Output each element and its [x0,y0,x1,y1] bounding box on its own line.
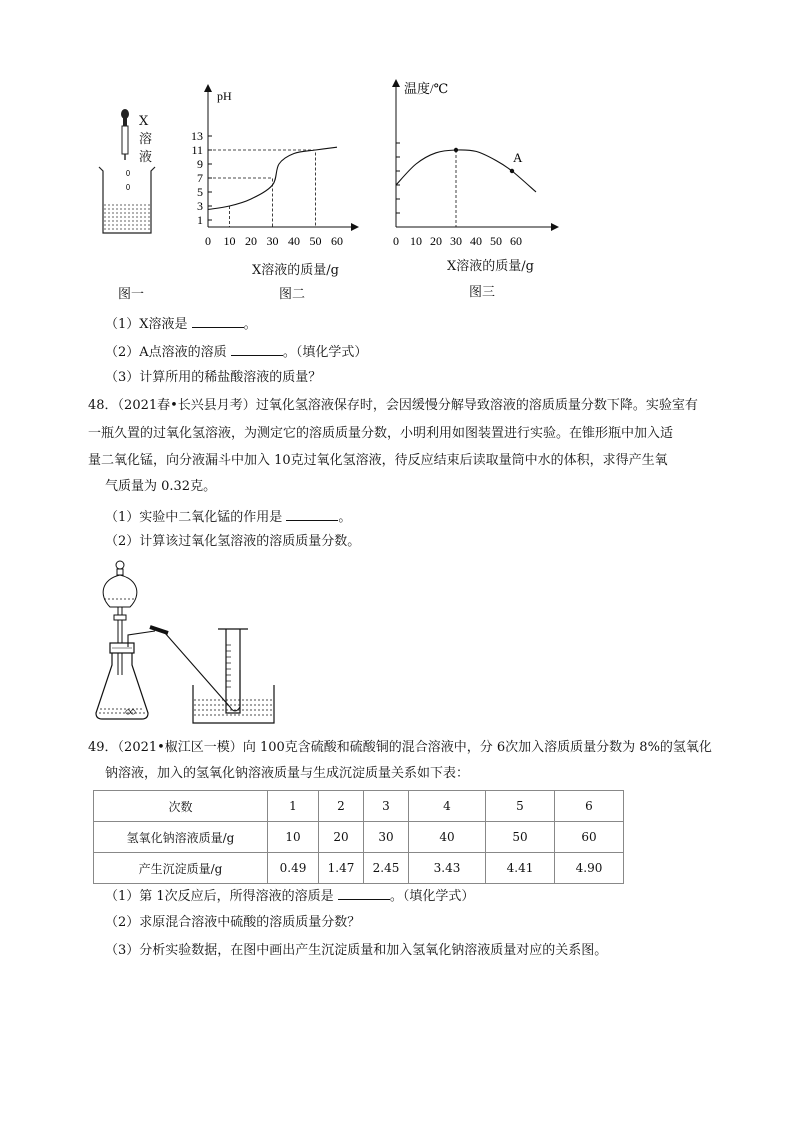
x-tick-label: 50 [490,234,502,248]
y-tick-label: 11 [191,143,203,157]
fig1-label-rong: 溶 [139,132,153,147]
point-a-label: A [513,150,523,165]
x-tick-label: 40 [288,234,300,248]
table-cell: 0.49 [268,853,319,884]
table-cell: 4.90 [555,853,624,884]
y-tick-label: 5 [197,185,203,199]
fig1-caption: 图一 [118,287,145,302]
fig3-xlabel: X溶液的质量/g [447,259,534,274]
x-tick-label: 20 [245,234,257,248]
x-tick-label: 40 [470,234,482,248]
table-row-label: 氢氧化钠溶液质量/g [94,822,268,853]
x-tick-label: 20 [430,234,442,248]
fig1-label-x: X [139,114,149,129]
table-cell: 40 [409,822,486,853]
q48-line1: 48．（2021春•长兴县月考）过氧化氢溶液保存时，会因缓慢分解导致溶液的溶质质量分数下降。实验室有 [88,398,698,413]
x-tick-label: 10 [223,234,236,248]
figure-3-temperature-chart [380,75,560,255]
fig1-label-ye: 液 [139,150,153,165]
table-cell: 20 [319,822,364,853]
q48-answer-blank-1[interactable] [286,507,338,521]
fig3-ylabel: 温度/℃ [404,81,449,96]
table-cell: 2.45 [364,853,409,884]
table-row-label: 产生沉淀质量/g [94,853,268,884]
q49-answer-blank-1[interactable] [338,886,390,900]
q48-number: 48． [88,398,118,413]
table-cell: 3.43 [409,853,486,884]
q47-answer-blank-1[interactable] [192,314,244,328]
q47-answer-blank-2[interactable] [231,342,283,356]
q48-sub1: （1）实验中二氧化锰的作用是 。 [105,507,351,527]
x-tick-label: 60 [510,234,522,248]
q48-line2: 一瓶久置的过氧化氢溶液，为测定它的溶质质量分数，小明利用如图装置进行实验。在锥形瓶中加入适 [88,426,674,441]
marked-point [510,169,514,173]
table-cell: 10 [268,822,319,853]
y-tick-label: 13 [191,129,203,143]
table-cell: 60 [555,822,624,853]
x-tick-label: 0 [205,234,211,248]
table-cell: 6 [555,791,624,822]
x-tick-label: 10 [410,234,422,248]
fig2-ylabel: pH [217,89,232,103]
q49-line1: 49．（2021•椒江区一模）向 100克含硫酸和硫酸铜的混合溶液中，分 6次加入溶质质量分数为 8%的氢氧化 [88,740,712,755]
fig3-caption: 图三 [469,285,496,300]
y-tick-label: 7 [197,171,203,185]
table-header-label: 次数 [94,791,268,822]
q47-sub1: （1）X溶液是 。 [105,314,257,334]
q47-sub2: （2）A点溶液的溶质 。（填化学式） [105,342,367,362]
q49-sub2: （2）求原混合溶液中硫酸的溶质质量分数？ [105,915,361,930]
table-cell: 50 [486,822,555,853]
table-cell: 1.47 [319,853,364,884]
figure-1-beaker [95,105,165,240]
q48-line4: 气质量为 0.32克。 [105,479,217,494]
y-tick-label: 1 [197,213,203,227]
table-cell: 2 [319,791,364,822]
x-tick-label: 30 [266,234,279,248]
q48-line3: 量二氧化锰，向分液漏斗中加入 10克过氧化氢溶液，待反应结束后读取量筒中水的体积，求得产生氧 [88,453,668,468]
q48-apparatus [90,555,290,730]
x-tick-label: 0 [393,234,399,248]
table-row [94,853,624,884]
table-cell: 5 [486,791,555,822]
table-cell: 1 [268,791,319,822]
y-tick-label: 9 [197,157,203,171]
figure-2-ph-chart [190,80,360,260]
q48-source: （2021春•长兴县月考） [117,398,256,413]
table-row [94,791,624,822]
table-cell: 3 [364,791,409,822]
table-cell: 30 [364,822,409,853]
table-cell: 4 [409,791,486,822]
q48-sub2: （2）计算该过氧化氢溶液的溶质质量分数。 [105,534,361,549]
q47-sub3: （3）计算所用的稀盐酸溶液的质量？ [105,370,322,385]
table-cell: 4.41 [486,853,555,884]
q49-number: 49． [88,740,118,755]
x-tick-label: 60 [331,234,343,248]
fig2-xlabel: X溶液的质量/g [252,263,339,278]
q49-sub1: （1）第 1次反应后，所得溶液的溶质是 。（填化学式） [105,886,474,906]
x-tick-label: 30 [450,234,462,248]
table-row [94,822,624,853]
q49-source: （2021•椒江区一模） [117,740,243,755]
guide-line [208,150,316,227]
q49-data-table [93,790,624,884]
guide-line [208,178,273,227]
y-tick-label: 3 [197,199,203,213]
marked-point [454,148,458,152]
fig2-caption: 图二 [279,287,306,302]
x-tick-label: 50 [309,234,322,248]
q49-sub3: （3）分析实验数据，在图中画出产生沉淀质量和加入氢氧化钠溶液质量对应的关系图。 [105,943,608,958]
q49-line2: 钠溶液，加入的氢氧化钠溶液质量与生成沉淀质量关系如下表： [105,766,470,781]
